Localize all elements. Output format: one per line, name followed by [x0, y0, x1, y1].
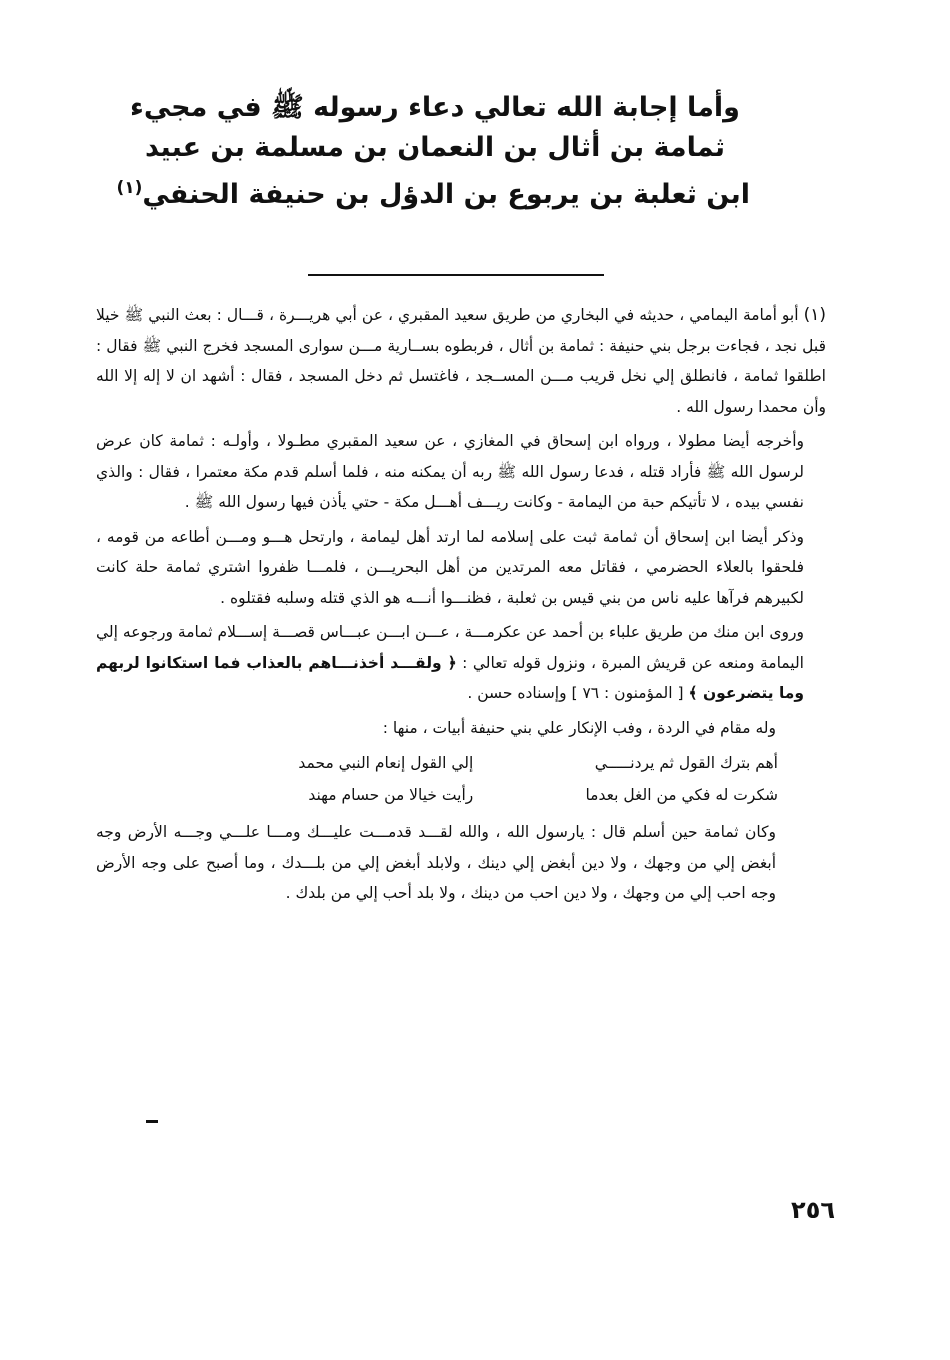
footnote-paragraph-1-text: أبو أمامة اليمامي ، حديثه في البخاري من طريق سعيد المقبري ، عن أبي هريـــرة ، قـــال : بعث النبي ﷺ خيلا قبل نجد ، فجاءت برجل بني حنيفة : ثمامة بن أثال ، فربطوه بســارية مـــن سوارى المسجد فخرج النبي ﷺ فقال : اطلقوا ثمامة ، فانطلق إلي نخل قريب مـــن المســجد ، فاغتسل ثم دخل المسجد ، فقال : أشهد ان لا إله إلا الله وأن محمدا رسول الله . — [96, 306, 826, 416]
verse-second-hemistich: رأيت خيالا من حسام مهند — [308, 786, 474, 804]
verse-row — [192, 747, 778, 779]
footnote-paragraph-4 — [96, 617, 826, 709]
footnote-paragraph-5: وله مقام في الردة ، وفب الإنكار علي بني حنيفة أبيات ، منها : — [382, 718, 776, 737]
footnote-number: (١) — [803, 305, 826, 325]
heading-line-3 — [116, 168, 750, 215]
heading-line-1: وأما إجابة الله تعالي دعاء رسوله ﷺ في مجيء — [130, 92, 740, 123]
footnote-block — [96, 300, 826, 913]
heading-line-3-text: ابن ثعلبة بن يربوع بن الدؤل بن حنيفة الحنفي — [142, 179, 750, 210]
footnote-paragraph-1 — [96, 300, 826, 422]
heading-footnote-mark: (١) — [116, 178, 143, 198]
heading-line-2: ثمامة بن أثال بن النعمان بن مسلمة بن عبيد — [144, 132, 726, 163]
verse-row — [192, 779, 778, 811]
page-number: ٢٥٦ — [791, 1196, 835, 1224]
poem-verses — [192, 747, 778, 811]
quran-quote: ﴿ ولقـــد أخذنـــاهم بالعذاب فما استكانوا لربهم وما يتضرعون ﴾ — [96, 653, 804, 702]
footnote-paragraph-6: وكان ثمامة حين أسلم قال : يارسول الله ، والله لقـــد قدمـــت عليـــك ومـــا علـــي وجـــه الأرض وجه أبغض إلي من وجهك ، ولا دين أبغض إلي دينك ، ولابلد أبغض إلي من بلـــدك ، وما أصبح على وجه الأرض وجه احب إلي من وجهك ، ولا دين احب من دينك ، ولا بلد أحب إلي من بلدك . — [96, 823, 776, 902]
chapter-heading — [116, 88, 750, 215]
footnote-paragraph-2: وأخرجه أيضا مطولا ، ورواه ابن إسحاق في المغازي ، عن سعيد المقبري مطـولا ، وأولـه : ثمامة كان عرض لرسول الله ﷺ فأراد قتله ، فدعا رسول الله ﷺ ربه أن يمكنه منه ، فلما أسلم قدم مكة معتمرا ، فقال : والذي نفسي بيده ، لا تأتيكم حبة من اليمامة - وكانت ريـــف أهـــل مكة - حتي يأذن فيها رسول الله ﷺ . — [96, 432, 804, 511]
footnote-paragraph-4-start: وروى ابن منك من طريق علباء بن أحمد عن عكرمـــة ، عـــن ابـــن عبـــاس قصـــة إســـلام ثمامة ورجوعه إلي اليمامة ومنعه عن قريش المبرة ، ونزول قوله تعالي : — [96, 623, 804, 672]
footnote-paragraph-3: وذكر أيضا ابن إسحاق أن ثمامة ثبت على إسلامه لما ارتد أهل ليمامة ، وارتحل هـــو ومـــن أطاعه من قومه ، فلحقوا بالعلاء الحضرمي ، فقاتل معه المرتدين من أهل البحريـــن ، فلمـــا ظفروا اشتري ثمامة حلة كانت لكبيرهم فرآها عليه ناس من بني قيس بن ثعلبة ، فظنـــوا أنـــه هو الذي قتله وسلبه فقتلوه . — [96, 527, 804, 607]
footnote-separator — [308, 274, 604, 276]
end-mark — [146, 1120, 158, 1123]
verse-first-hemistich: أهم بترك القول ثم يردنـــــي — [594, 754, 778, 772]
verse-first-hemistich: شكرت له فكي من الغل بعدما — [585, 786, 778, 804]
footnote-paragraph-4-end: [ المؤمنون : ٧٦ ] وإسناده حسن . — [467, 684, 689, 702]
verse-second-hemistich: إلي القول إنعام النبي محمد — [298, 754, 474, 772]
